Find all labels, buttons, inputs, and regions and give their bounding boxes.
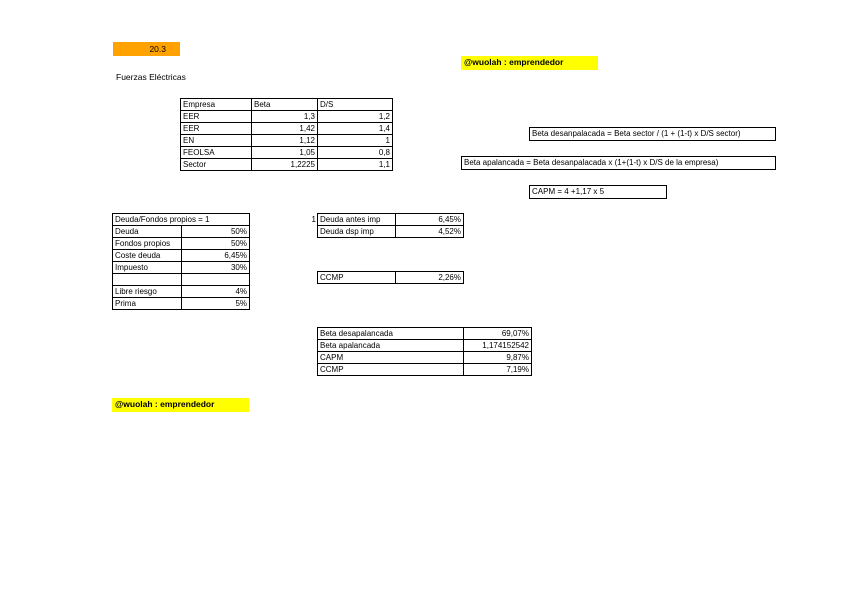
params-table — [112, 213, 250, 310]
watermark-top[interactable]: @wuolah : emprendedor — [461, 56, 598, 70]
table-row — [181, 111, 393, 123]
param-label: Impuesto — [113, 262, 182, 274]
ccmp-value: 2,26% — [396, 272, 464, 284]
header-beta: Beta — [252, 99, 318, 111]
ccmp-label: CCMP — [318, 272, 396, 284]
params-title: Deuda/Fondos propios = 1 — [113, 214, 250, 226]
result-label: Beta apalancada — [318, 340, 464, 352]
cell-ds: 1 — [318, 135, 393, 147]
formula-capm: CAPM = 4 +1,17 x 5 — [529, 185, 667, 199]
table-row — [113, 250, 250, 262]
param-label: Deuda — [113, 226, 182, 238]
table-row — [318, 340, 532, 352]
ccmp-table — [317, 271, 464, 284]
param-value: 30% — [182, 262, 250, 274]
result-value: 7,19% — [464, 364, 532, 376]
debt-value: 6,45% — [396, 214, 464, 226]
param-label: Coste deuda — [113, 250, 182, 262]
param-label: Libre riesgo — [113, 286, 182, 298]
results-table — [317, 327, 532, 376]
table-row — [318, 352, 532, 364]
cell-empresa: FEOLSA — [181, 147, 252, 159]
cell-empresa: EER — [181, 111, 252, 123]
param-value: 50% — [182, 226, 250, 238]
formula-beta-levered: Beta apalancada = Beta desanpalacada x (1+(1-t) x D/S de la empresa) — [461, 156, 776, 170]
param-label — [113, 274, 182, 286]
table-row — [318, 328, 532, 340]
header-ds: D/S — [318, 99, 393, 111]
result-value: 1,174152542 — [464, 340, 532, 352]
debt-prefix: 1 — [311, 215, 316, 224]
table-row — [181, 135, 393, 147]
param-value: 5% — [182, 298, 250, 310]
table-row — [318, 364, 532, 376]
company-title: Fuerzas Eléctricas — [116, 72, 186, 82]
result-label: CCMP — [318, 364, 464, 376]
debt-label: Deuda dsp imp — [318, 226, 396, 238]
formula-beta-unlevered: Beta desanpalacada = Beta sector / (1 + (1-t) x D/S sector) — [529, 127, 776, 141]
table-row — [113, 274, 250, 286]
table-row — [113, 238, 250, 250]
table-row — [181, 159, 393, 171]
param-label: Prima — [113, 298, 182, 310]
table-row — [181, 147, 393, 159]
result-label: Beta desapalancada — [318, 328, 464, 340]
cell-ds: 1,2 — [318, 111, 393, 123]
table-row — [113, 226, 250, 238]
exercise-number: 20.3 — [113, 42, 180, 56]
param-value: 4% — [182, 286, 250, 298]
cell-ds: 1,1 — [318, 159, 393, 171]
cell-beta: 1,05 — [252, 147, 318, 159]
result-value: 69,07% — [464, 328, 532, 340]
cell-beta: 1,2225 — [252, 159, 318, 171]
cell-ds: 1,4 — [318, 123, 393, 135]
table-row — [318, 226, 464, 238]
result-label: CAPM — [318, 352, 464, 364]
debt-value: 4,52% — [396, 226, 464, 238]
cell-ds: 0,8 — [318, 147, 393, 159]
result-value: 9,87% — [464, 352, 532, 364]
param-value — [182, 274, 250, 286]
table-row — [113, 286, 250, 298]
debt-label: Deuda antes imp — [318, 214, 396, 226]
table-row — [318, 214, 464, 226]
cell-beta: 1,12 — [252, 135, 318, 147]
debt-table — [317, 213, 464, 238]
cell-beta: 1,42 — [252, 123, 318, 135]
table-row — [113, 262, 250, 274]
params-title-row — [113, 214, 250, 226]
param-value: 6,45% — [182, 250, 250, 262]
watermark-bottom[interactable]: @wuolah : emprendedor — [112, 398, 249, 412]
table-row — [181, 123, 393, 135]
cell-empresa: Sector — [181, 159, 252, 171]
header-empresa: Empresa — [181, 99, 252, 111]
table-row — [318, 272, 464, 284]
beta-table — [180, 98, 393, 171]
table-header-row — [181, 99, 393, 111]
cell-empresa: EN — [181, 135, 252, 147]
param-label: Fondos propios — [113, 238, 182, 250]
cell-empresa: EER — [181, 123, 252, 135]
table-row — [113, 298, 250, 310]
cell-beta: 1,3 — [252, 111, 318, 123]
param-value: 50% — [182, 238, 250, 250]
